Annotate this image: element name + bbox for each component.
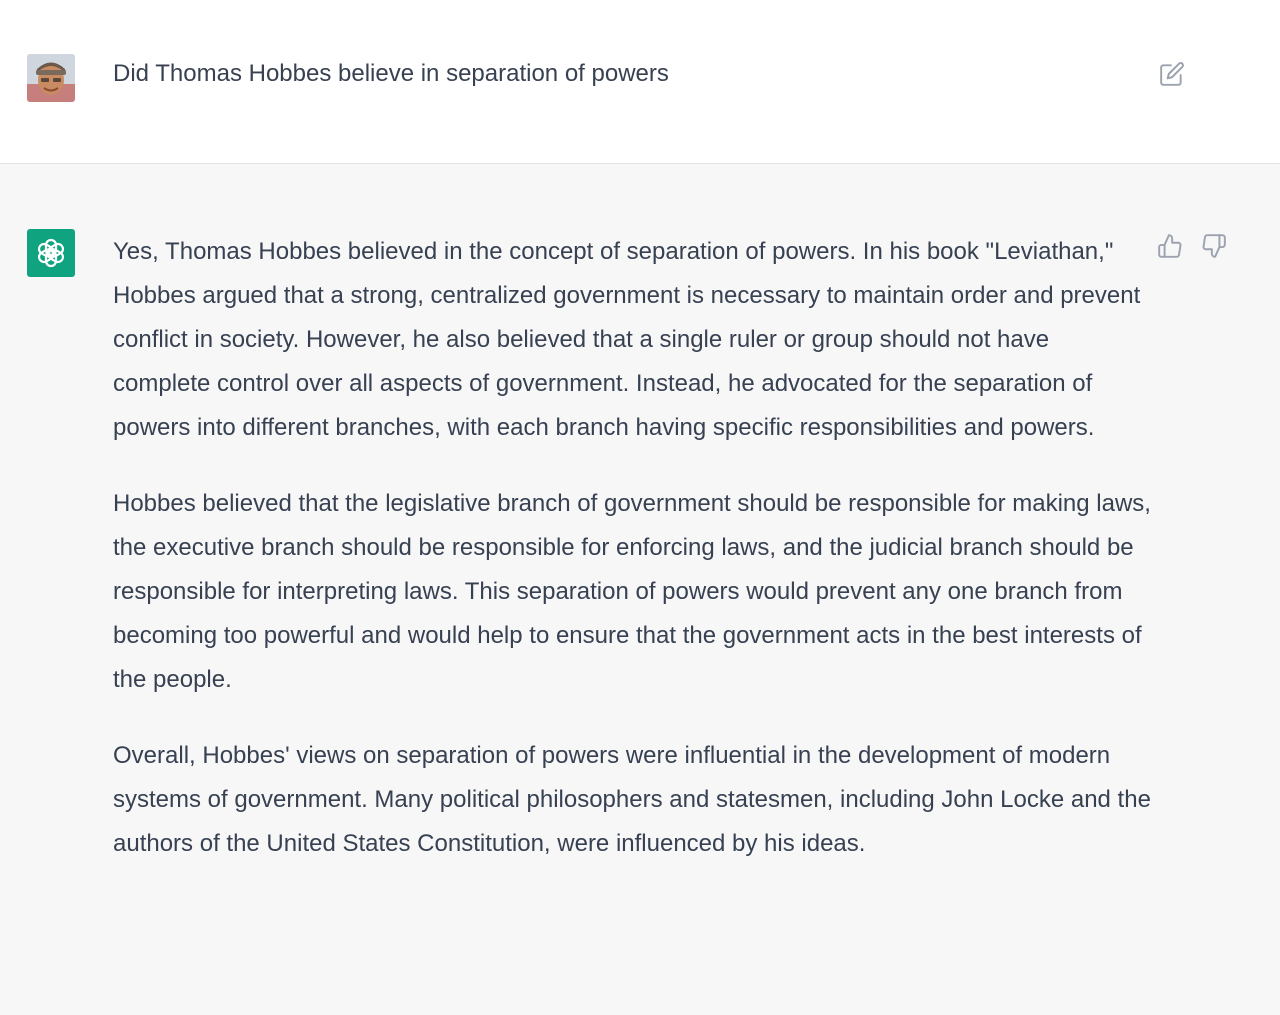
assistant-paragraph: Yes, Thomas Hobbes believed in the concept of separation of powers. In his book "Leviathan," Hobbes argued that a strong, centralized government is necessary to maintain order and prevent conflict in society. However, he also believed that a single ruler or group should not have complete control over all aspects of government. Instead, he advocated for the separation of powers into different branches, with each branch having specific responsibilities and powers.	[113, 238, 1141, 441]
thumbs-down-icon	[1201, 233, 1227, 259]
thumbs-up-icon	[1157, 233, 1183, 259]
assistant-message-text	[113, 230, 1153, 898]
edit-button[interactable]	[1156, 58, 1188, 90]
user-message-text: Did Thomas Hobbes believe in separation of powers	[113, 60, 669, 87]
feedback-buttons	[1154, 230, 1230, 262]
user-avatar	[27, 54, 75, 102]
assistant-message-row	[0, 164, 1280, 1014]
assistant-paragraph: Overall, Hobbes' views on separation of powers were influential in the development of modern systems of government. Many political philosophers and statesmen, including John Locke and the authors of the United States Constitution, were influenced by his ideas.	[113, 742, 1151, 857]
thumbs-down-button[interactable]	[1198, 230, 1230, 262]
thumbs-up-button[interactable]	[1154, 230, 1186, 262]
assistant-avatar	[27, 229, 75, 277]
edit-icon	[1159, 61, 1185, 87]
user-message-row	[0, 0, 1280, 164]
user-avatar-photo	[27, 54, 75, 102]
openai-logo-icon	[34, 236, 68, 270]
assistant-paragraph: Hobbes believed that the legislative branch of government should be responsible for making laws, the executive branch should be responsible for enforcing laws, and the judicial branch should be responsible for interpreting laws. This separation of powers would prevent any one branch from becoming too powerful and would help to ensure that the government acts in the best interests of the people.	[113, 490, 1151, 693]
